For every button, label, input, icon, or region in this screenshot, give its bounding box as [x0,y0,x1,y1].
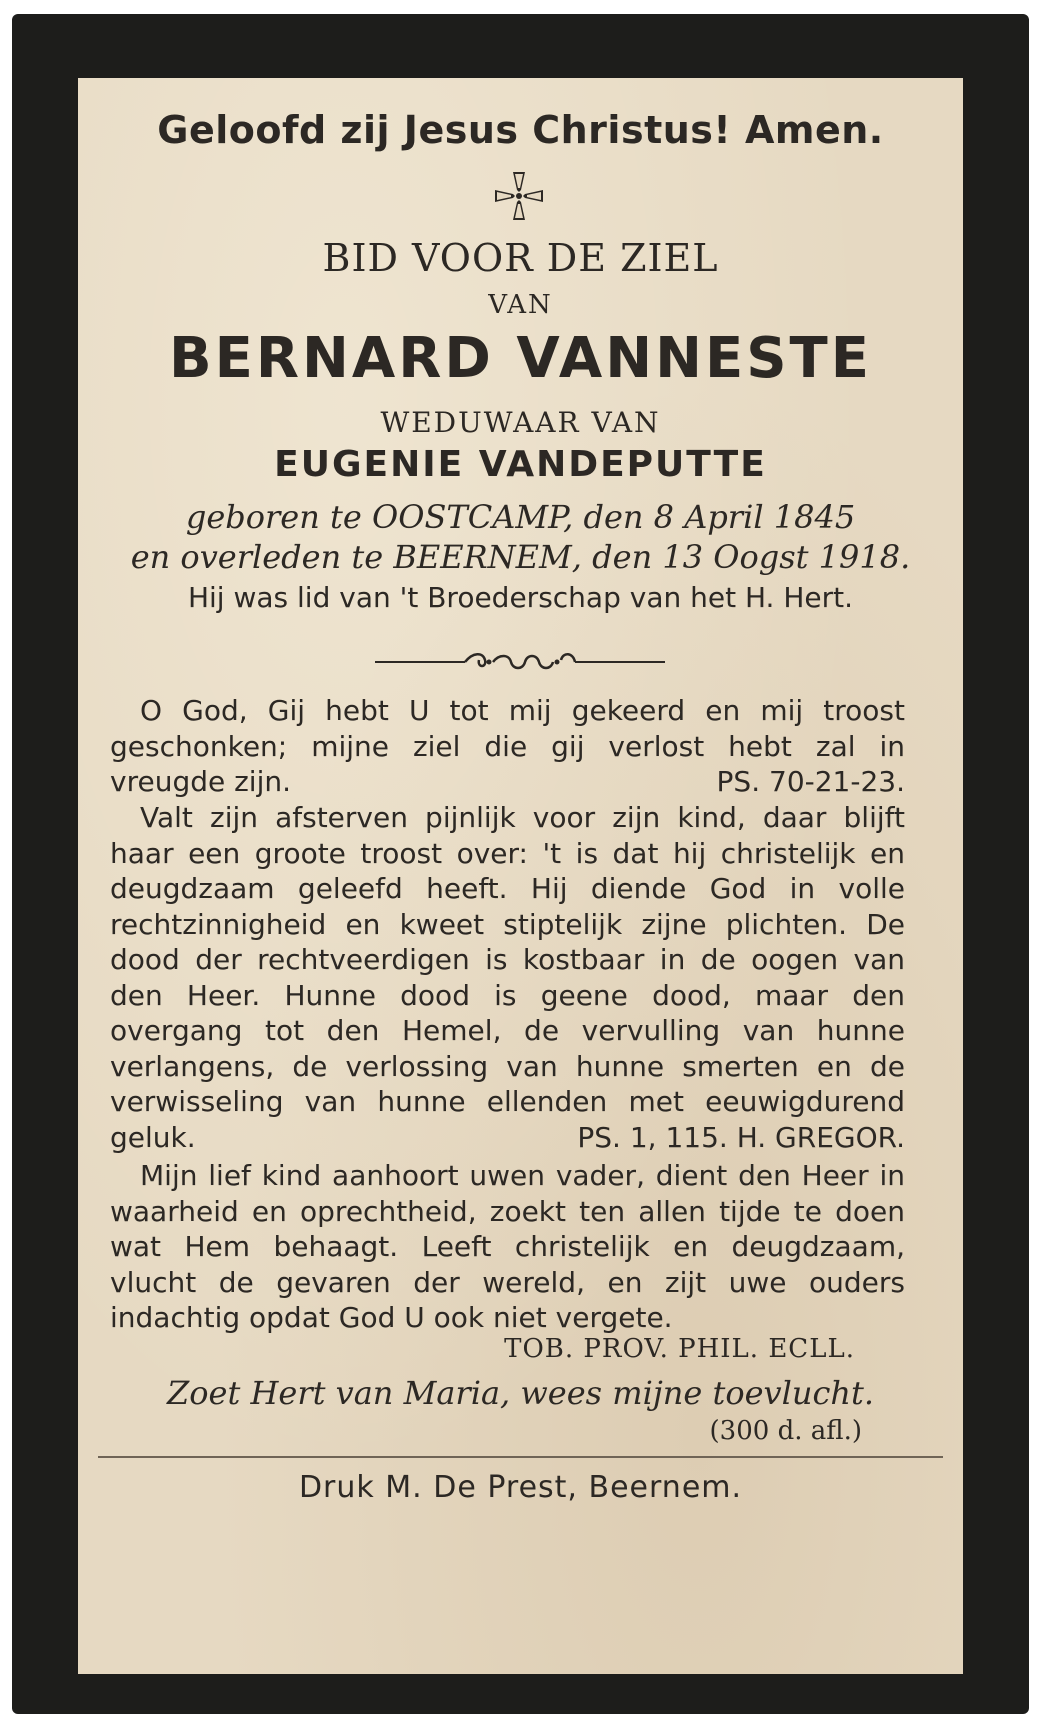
paragraph-consolation [110,800,905,1155]
spouse-name: EUGENIE VANDEPUTTE [274,444,767,485]
scroll-ornament-icon [373,646,667,676]
indulgence-note: (300 d. afl.) [709,1416,862,1446]
header-text: Geloofd zij Jesus Christus! Amen. [157,108,884,152]
death-line: en overleden te BEERNEM, den 13 Oogst 1918. [130,538,911,576]
deceased-name: BERNARD VANNESTE [168,326,873,391]
paragraph-consolation-text: Valt zijn afsterven pijnlijk voor zijn kind, daar blijft haar een groote troost over: 't is dat hij christelijk en deugdzaam geleefd heeft. Hij diende God in volle rechtzinnigheid en kweet stiptelijk zijne plichten. De dood der rechtveerdigen is kostbaar in de oogen van den Heer. Hunne dood is geene dood, maar den overgang tot den Hemel, de vervulling van hunne verlangens, de verlossing van hunne smerten en de verwisseling van hunne ellenden met eeuwigdurend geluk. [110,801,905,1154]
paragraph-psalm-text: O God, Gij hebt U tot mij gekeerd en mij troost geschonken; mijne ziel die gij verlost hebt zal in vreugde zijn. [110,694,905,798]
paragraph-exhortation-text: Mijn lief kind aanhoort uwen vader, dient den Heer in waarheid en oprechtheid, zoekt ten allen tijde te doen wat Hem behaagt. Leeft christelijk en deugdzaam, vlucht de gevaren der wereld, en zijt uwe ouders indachtig opdat God U ook niet vergete. [110,1159,905,1334]
bid-voor-de-ziel: BID VOOR DE ZIEL [322,236,719,280]
van-label: VAN [488,290,553,320]
cross-pattee-icon [493,170,545,222]
paragraph-psalm-reference: PS. 70-21-23. [716,765,905,798]
membership-line: Hij was lid van 't Broederschap van het H. Hert. [187,581,854,614]
divider-line [98,1456,943,1458]
paragraph-exhortation [110,1158,905,1336]
paragraph-consolation-reference: PS. 1, 115. H. GREGOR. [577,1120,905,1154]
printer-credit: Druk M. De Prest, Beernem. [298,1470,743,1505]
prayer-line: Zoet Hert van Maria, wees mijne toevlucht. [167,1374,874,1412]
birth-line: geboren te OOSTCAMP, den 8 April 1845 [185,498,856,536]
card-paper [78,78,963,1674]
paragraph-psalm [110,693,905,800]
exhortation-reference: TOB. PROV. PHIL. ECLL. [504,1334,855,1364]
weduwaar-label: WEDUWAAR VAN [380,406,661,439]
memorial-card [12,14,1029,1714]
